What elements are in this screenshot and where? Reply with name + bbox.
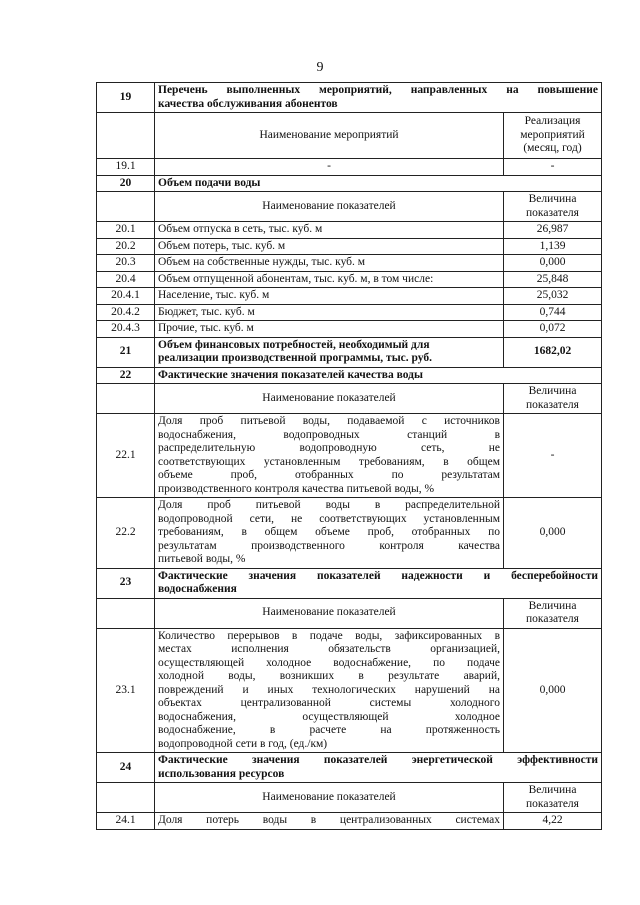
table-row: 20.4.3 Прочие, тыс. куб. м 0,072 (97, 321, 602, 338)
section-title: Фактические значения показателей энергетической эффективности использования ресурсов (155, 753, 602, 783)
table-row: 20.2 Объем потерь, тыс. куб. м 1,139 (97, 238, 602, 255)
section-20-header: 20 Объем подачи воды (97, 175, 602, 192)
section-22-header: 22 Фактические значения показателей качества воды (97, 367, 602, 384)
table-row: 20.4.1 Население, тыс. куб. м 25,032 (97, 288, 602, 305)
table-row: 24.1 Доля потерь воды в централизованных системах 4,22 (97, 813, 602, 830)
report-table (96, 82, 602, 830)
column-header-row (97, 113, 602, 159)
section-24-header: 24 Фактические значения показателей энергетической эффективности использования ресурсов (97, 753, 602, 783)
column-header-row: Наименование показателей Величина показателя (97, 384, 602, 414)
page-number: 9 (316, 60, 324, 75)
section-title: Фактические значения показателей качества воды (155, 367, 602, 384)
section-value: 1682,02 (504, 337, 602, 367)
section-number: 19 (97, 83, 155, 113)
table-row: 20.1 Объем отпуска в сеть, тыс. куб. м 26,987 (97, 222, 602, 239)
section-title: Объем подачи воды (155, 175, 602, 192)
column-header-row: Наименование показателей Величина показателя (97, 783, 602, 813)
section-21-header: 21 Объем финансовых потребностей, необходимый для реализации производственной программы, тыс. руб. 1682,02 (97, 337, 602, 367)
column-header-name: Наименование мероприятий (155, 113, 504, 159)
section-title: Объем финансовых потребностей, необходимый для реализации производственной программы, тыс. руб. (155, 337, 504, 367)
table-row: 20.4.2 Бюджет, тыс. куб. м 0,744 (97, 304, 602, 321)
column-header-value: Реализация мероприятий (месяц, год) (504, 113, 602, 159)
section-title: Перечень выполненных мероприятий, направленных на повышение качества обслуживания абонентов (155, 83, 602, 113)
table-row: 22.1 Доля проб питьевой воды, подаваемой с источников водоснабжения, водопроводных станций в распределительную водопроводную сеть, не соответствующих установленным требованиям, в общем объеме проб, отобранных по результатам производственного контроля качества питьевой воды, % - (97, 414, 602, 498)
table-row: 20.4 Объем отпущенной абонентам, тыс. куб. м, в том числе: 25,848 (97, 271, 602, 288)
table-row: 20.3 Объем на собственные нужды, тыс. куб. м 0,000 (97, 255, 602, 272)
section-19-header (97, 83, 602, 113)
table-row: 22.2 Доля проб питьевой воды в распределительной водопроводной сети, не соответствующих установленным требованиям, в общем объеме проб, отобранных по результатам производственного контроля качества питьевой воды, % 0,000 (97, 498, 602, 569)
column-header-row: Наименование показателей Величина показателя (97, 598, 602, 628)
table-row: 19.1 - - (97, 159, 602, 176)
section-23-header: 23 Фактические значения показателей надежности и бесперебойности водоснабжения (97, 568, 602, 598)
column-header-row: Наименование показателей Величина показателя (97, 192, 602, 222)
section-title: Фактические значения показателей надежности и бесперебойности водоснабжения (155, 568, 602, 598)
table-row: 23.1 Количество перерывов в подаче воды, зафиксированных в местах исполнения обязательств организацией, осуществляющей холодное водоснабжение, по подаче холодной воды, возникших в результате аварий, повреждений и иных технологических нарушений на объектах централизованной системы холодного водоснабжения, осуществляющей холодное водоснабжение, в расчете на протяженность водопроводной сети в год, (ед./км) 0,000 (97, 628, 602, 753)
